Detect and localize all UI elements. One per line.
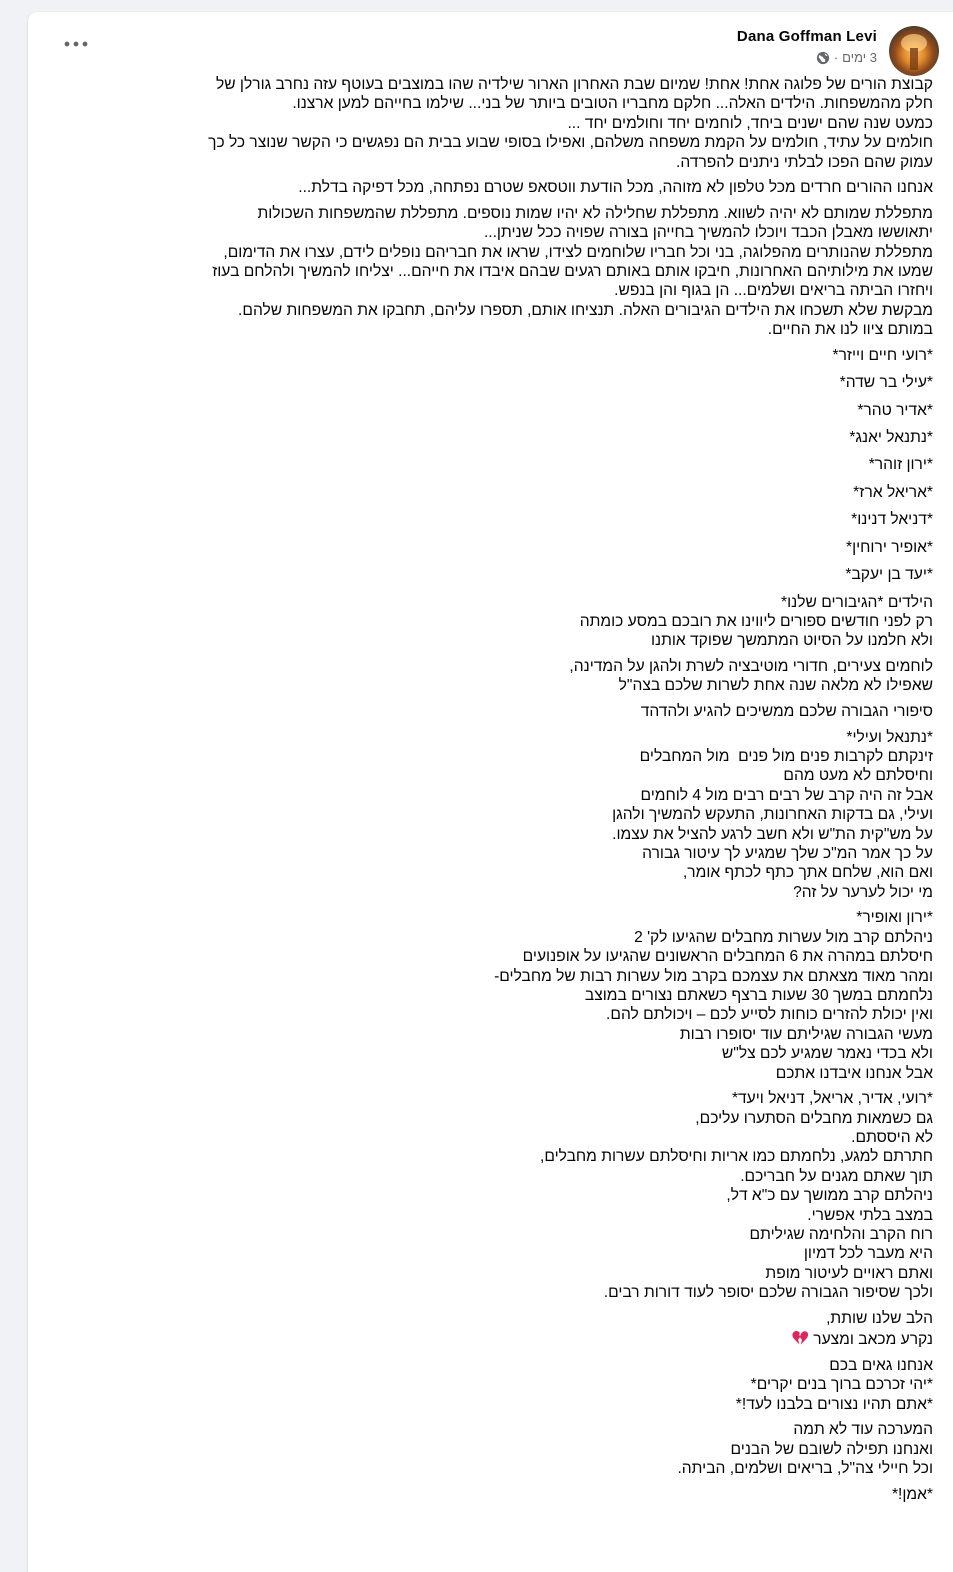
fallen-name: *נתנאל יאנג*	[849, 429, 933, 447]
post-time[interactable]: 3 ימים	[842, 50, 877, 65]
paragraph-broken-heart	[43, 1330, 933, 1349]
paragraph-heroes: הילדים *הגיבורים שלנו* רק לפני חודשים ספורים ליווינו את רובכם במסע כומתה ולא חלמנו על הסיוט המתמשך שפוקד אותנו	[579, 593, 933, 650]
fallen-name: *אדיר טהר*	[857, 401, 933, 419]
fallen-name: *ירון זוהר*	[868, 456, 933, 474]
avatar[interactable]	[889, 26, 939, 76]
paragraph-group: *רועי, אדיר, אריאל, דניאל ויעד* גם כשמאות מחבלים הסתערו עליכם, לא היססתם. חתרתם למגע, נלחמתם כמו אריות וחיסלתם עשרות מחבלים, תוך שאתם מגנים על חבריכם. ניהלתם קרב ממושך עם כ"א דל, במצב בלתי אפשרי. רוח הקרב והלחימה שגיליתם היא מעבר לכל דמיון ואתם ראויים לעיטור מופת ולכך שסיפור הגבורה שלכם יסופר לעוד דורות רבים.	[539, 1090, 933, 1302]
paragraph-parents-fear: אנחנו ההורים חרדים מכל טלפון לא מזוהה, מכל הודעת ווטסאפ שטרם נפתחה, מכל דפיקה בדלת...	[298, 179, 933, 197]
paragraph-yaron-ofir: *ירון ואופיר* ניהלתם קרב מול עשרות מחבלים שהגיעו לק' 2 חיסלתם במהרה את 6 המחבלים הראשונים שהגיעו על אופנועים ומהר מאוד מצאתם את עצמכם בקרב מול עשרות רבות של מחבלים- נלחמתם במשך 30 שעות ברצף כשאתם נצורים במוצב ואין יכולת להזרים כוחות לסייע לכם – ויכולתם להם. מעשי הגבורה שגיליתם עוד יסופרו רבות ולא בכדי נאמר שמגיע לכם צל"ש אבל אנחנו איבדנו אתכם	[494, 909, 933, 1082]
meta-separator: ·	[833, 50, 839, 65]
paragraph-heart-bleeds: הלב שלנו שותת,	[826, 1309, 933, 1327]
fallen-name: *דניאל דנינו*	[851, 511, 933, 529]
paragraph-prayer: מתפללת שמותם לא יהיה לשווא. מתפללת שחלילה לא יהיו שמות נוספים. מתפללת שהמשפחות השכולות יתאוששו מאבלן הכבד ויוכלו להמשיך בחייהן בצורה שפויה ככל שניתן... מתפללת שהנותרים מהפלוגה, בני וכל חבריו שלוחמים לצידו, שראו את חבריהם נופלים לידם, עצרו את הדימום, שמעו את מילותיהם האחרונות, חיבקו אותם באותם רגעים שבהם איבדו את חייהם... יצליחו להמשיך ולהלחם בעוז ויחזרו הביתה בריאים ושלמים... הן בגוף והן בנפש. מבקשת שלא תשכחו את הילדים הגיבורים האלה. תנציחו אותם, תספרו עליהם, תחבקו את המשפחות שלהם. במותם ציוו לנו את החיים.	[212, 204, 933, 339]
broken-heart-text: נקרע מכאב ומצער	[813, 1331, 933, 1349]
more-options-icon	[64, 41, 88, 47]
fallen-name: *יעד בן יעקב*	[845, 566, 933, 584]
fallen-name: *אופיר ירוחין*	[846, 538, 933, 556]
post-card	[28, 12, 953, 1572]
globe-icon	[816, 51, 830, 65]
paragraph-intro: קבוצת הורים של פלוגה אחת! אחת! שמיום שבת האחרון הארור שילדיה שהו במוצבים בעוטף עזה נחרב גורלן של חלק מהמשפחות. הילדים האלה... חלקם מחבריו הטובים ביותר של בני... שילמו בחייהם למען ארצנו. כמעט שנה שהם ישנים ביחד, לוחמים יחד וחולמים יחד ... חולמים על עתיד, חולמים על הקמת משפחה משלהם, ואפילו בסופי שבוע בבית הם נפגשים כי הקשר שנוצר כל כך עמוק שהם הפכו לבלתי ניתנים להפרדה.	[208, 76, 933, 171]
fallen-name: *עילי בר שדה*	[839, 374, 933, 392]
author-meta	[737, 26, 877, 65]
fallen-name: *אריאל ארז*	[853, 483, 933, 501]
paragraph-proud: אנחנו גאים בכם *יהי זכרכם ברוך בנים יקרים* *אתם תהיו נצורים בלבנו לעד!*	[735, 1356, 933, 1413]
more-options-button[interactable]	[60, 34, 92, 54]
paragraph-young-fighters: לוחמים צעירים, חדורי מוטיבציה לשרת ולהגן על המדינה, שאפילו לא מלאה שנה אחת לשרות שלכם בצה"ל	[569, 657, 933, 695]
fallen-name: *רועי חיים וייזר*	[832, 346, 933, 364]
author-name[interactable]: Dana Goffman Levi	[736, 28, 877, 45]
broken-heart-icon	[791, 1330, 809, 1346]
paragraph-amen: *אמן!*	[891, 1485, 933, 1503]
paragraph-netanel-eli: *נתנאל ועילי* זינקתם לקרבות פנים מול פנים מול המחבלים וחיסלתם לא מעט מהם אבל זה היה קרב של רבים רבים מול 4 לוחמים ועילי, גם בדקות האחרונות, התעקש להמשיך ולהגן על מש"קית הת"ש ולא חשב לרגע להציל את עצמו. על כך אמר המ"כ שלך שמגיע לך עיטור גבורה ואם הוא, שלחם אתך כתף לכתף אומר, מי יכול לערער על זה?	[612, 728, 933, 901]
post-header	[737, 26, 939, 76]
post-text	[43, 75, 933, 1510]
paragraph-stories: סיפורי הגבורה שלכם ממשיכים להגיע ולהדהד	[640, 702, 933, 720]
post-meta	[737, 50, 877, 65]
paragraph-campaign: המערכה עוד לא תמה ואנחנו תפילה לשובם של הבנים וכל חיילי צה"ל, בריאים ושלמים, הביתה.	[677, 1421, 933, 1478]
